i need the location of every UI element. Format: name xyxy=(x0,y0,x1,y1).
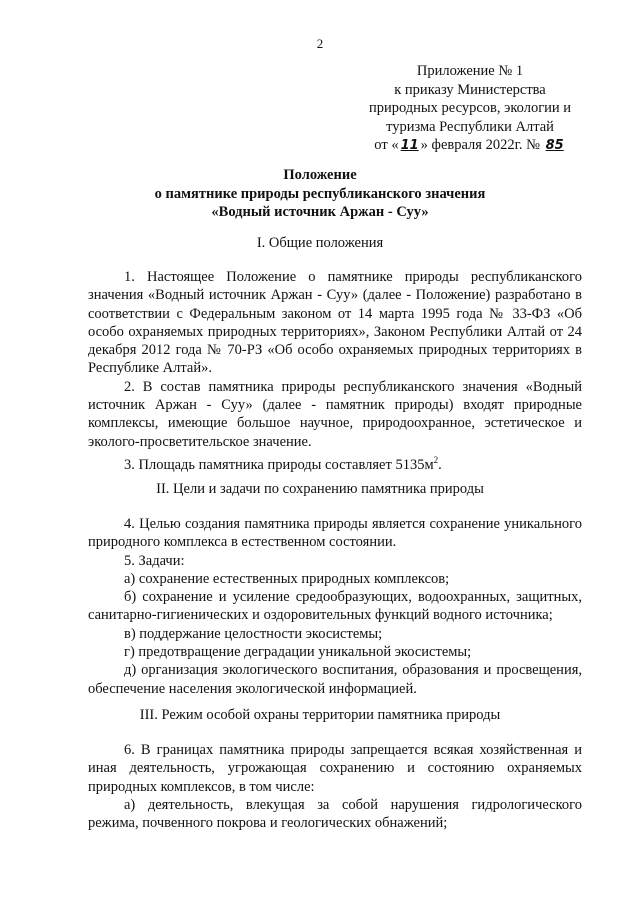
p3-text: 3. Площадь памятника природы составляет 5135м xyxy=(124,456,434,473)
appendix-date-line xyxy=(360,136,580,156)
task-g: г) предотвращение деградации уникальной экосистемы; xyxy=(124,644,472,661)
paragraph-5: 5. Задачи: xyxy=(124,552,185,569)
section2-heading: II. Цели и задачи по сохранению памятника природы xyxy=(156,481,484,497)
date-mid: » февраля 2022г. № xyxy=(420,137,544,153)
document-title xyxy=(0,166,640,222)
date-prefix: от « xyxy=(374,137,399,153)
appendix-block xyxy=(360,62,580,156)
section3-body xyxy=(88,741,582,832)
order-number-handwritten: 85 xyxy=(545,138,564,153)
paragraph-6: 6. В границах памятника природы запрещается всякая хозяйственная и иная деятельность, угрожающая сохранению и состоянию охраняемых природных комплексов, в том числе: xyxy=(88,742,582,795)
task-v: в) поддержание целостности экосистемы; xyxy=(124,625,383,642)
appendix-line1: Приложение № 1 xyxy=(416,63,524,79)
appendix-line4: туризма Республики Алтай xyxy=(386,118,554,135)
appendix-line2: к приказу Министерства xyxy=(394,81,546,98)
paragraph-3 xyxy=(88,451,582,474)
task-a: а) сохранение естественных природных комплексов; xyxy=(124,570,450,587)
page-number: 2 xyxy=(316,36,324,51)
title-line3: «Водный источник Аржан - Суу» xyxy=(211,204,429,220)
section1-body xyxy=(88,268,582,474)
p3-end: . xyxy=(438,456,442,473)
section1-heading: I. Общие положения xyxy=(256,235,384,251)
task-d: д) организация экологического воспитания, образования и просвещения, обеспечение населения экологической информацией. xyxy=(88,662,582,697)
date-day-handwritten: 11 xyxy=(400,138,419,153)
paragraph-4: 4. Целью создания памятника природы является сохранение уникального природного комплекса в естественном состоянии. xyxy=(88,516,582,551)
section2-body xyxy=(88,515,582,698)
paragraph-2: 2. В состав памятника природы республиканского значения «Водный источник Аржан - Суу» (далее - памятник природы) входят природные комплексы, имеющие большое научное, природоохранное, эстетическое и эколого-просветительское значение. xyxy=(88,378,582,450)
title-line1: Положение xyxy=(283,167,357,183)
restriction-a: а) деятельность, влекущая за собой нарушения гидрологического режима, почвенного покрова и геологических обнажений; xyxy=(88,796,582,832)
p3-superscript: 2 xyxy=(433,454,439,465)
paragraph-1: 1. Настоящее Положение о памятнике природы республиканского значения «Водный источник Аржан - Суу» (далее - Положение) разработано в соответствии с Федеральным законом от 14 марта 1995 года № 33-ФЗ «Об особо охраняемых природных территориях», Законом Республики Алтай от 24 декабря 2012 года № 70-РЗ «Об особо охраняемых природных территориях в Республике Алтай». xyxy=(88,269,582,377)
appendix-line3: природных ресурсов, экологии и xyxy=(368,100,572,116)
task-b: б) сохранение и усиление средообразующих, водоохранных, защитных, санитарно-гигиенических и оздоровительных функций водного источника; xyxy=(88,589,582,624)
section3-heading: III. Режим особой охраны территории памятника природы xyxy=(139,707,501,723)
title-line2: о памятнике природы республиканского значения xyxy=(154,185,486,202)
